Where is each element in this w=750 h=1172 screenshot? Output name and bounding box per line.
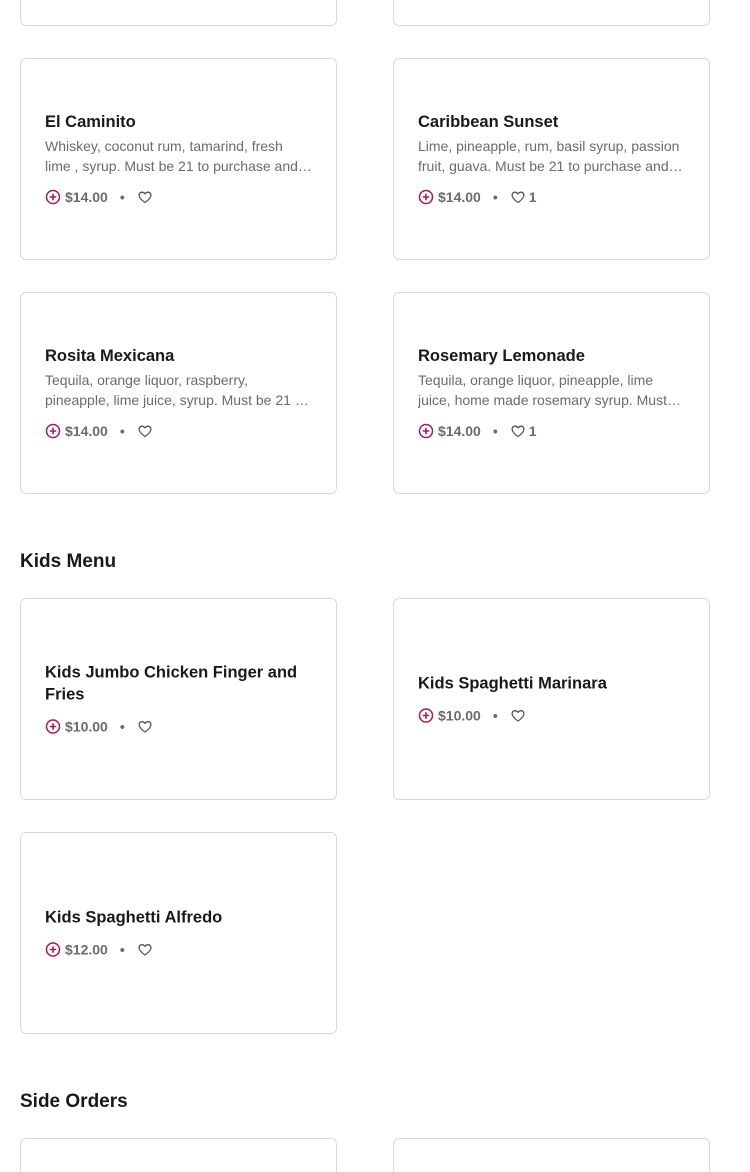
heart-icon[interactable] — [137, 423, 153, 439]
item-price: $14.00 — [438, 189, 481, 205]
item-name: Rosita Mexicana — [45, 347, 175, 365]
separator-dot: • — [492, 423, 498, 439]
menu-item-card[interactable] — [20, 292, 337, 494]
item-price: $14.00 — [65, 423, 108, 439]
item-description: Lime, pineapple, rum, basil syrup, passion fruit, guava. Must be 21 to purchase and — [418, 138, 680, 174]
menu-item-card[interactable] — [20, 832, 337, 1034]
separator-dot: • — [492, 707, 498, 724]
like-count: 1 — [528, 423, 537, 439]
menu-item-card[interactable] — [393, 292, 710, 494]
item-meta — [418, 421, 685, 441]
plus-circle-icon[interactable] — [418, 708, 434, 724]
item-name: Kids Jumbo Chicken Finger and Fries — [45, 663, 298, 704]
item-price: $14.00 — [65, 189, 108, 205]
heart-icon[interactable] — [137, 942, 153, 958]
separator-dot: • — [119, 423, 125, 439]
item-name: Rosemary Lemonade — [418, 347, 585, 365]
item-meta — [418, 187, 685, 207]
item-price: $10.00 — [65, 718, 108, 735]
separator-dot: • — [119, 189, 125, 205]
plus-circle-icon[interactable] — [418, 423, 434, 439]
plus-circle-icon[interactable] — [45, 942, 61, 958]
item-description: Tequila, orange liquor, raspberry, pineapple, lime juice, syrup. Must be 21 to — [45, 372, 307, 408]
item-name: Kids Spaghetti Marinara — [418, 674, 607, 693]
menu-item-card[interactable] — [393, 1138, 710, 1172]
item-description: Tequila, orange liquor, pineapple, lime juice, home made rosemary syrup. Must — [418, 372, 667, 408]
menu-item-card[interactable] — [20, 598, 337, 800]
section-title-side-orders: Side Orders — [20, 1091, 128, 1112]
item-meta — [45, 940, 312, 960]
menu-item-card[interactable] — [20, 1138, 337, 1172]
separator-dot: • — [492, 189, 498, 205]
item-name: Caribbean Sunset — [418, 113, 559, 131]
separator-dot: • — [119, 718, 125, 735]
section-title-kids-menu: Kids Menu — [20, 551, 117, 572]
heart-icon[interactable] — [137, 719, 153, 735]
like-count: 1 — [528, 189, 537, 205]
menu-item-card[interactable] — [20, 58, 337, 260]
menu-item-card[interactable] — [393, 598, 710, 800]
menu-item-card[interactable] — [393, 0, 710, 26]
menu-item-card[interactable] — [20, 0, 337, 26]
separator-dot: • — [119, 941, 125, 958]
heart-icon[interactable] — [510, 423, 526, 439]
plus-circle-icon[interactable] — [45, 719, 61, 735]
heart-icon[interactable] — [510, 189, 526, 205]
plus-circle-icon[interactable] — [45, 189, 61, 205]
item-meta — [45, 717, 312, 737]
item-meta — [45, 421, 312, 441]
plus-circle-icon[interactable] — [45, 423, 61, 439]
item-price: $14.00 — [438, 423, 481, 439]
heart-icon[interactable] — [137, 189, 153, 205]
item-price: $12.00 — [65, 941, 108, 958]
plus-circle-icon[interactable] — [418, 189, 434, 205]
item-meta — [418, 706, 685, 726]
heart-icon[interactable] — [510, 708, 526, 724]
item-name: Kids Spaghetti Alfredo — [45, 908, 223, 927]
item-meta — [45, 187, 312, 207]
item-name: El Caminito — [45, 113, 136, 131]
menu-item-card[interactable] — [393, 58, 710, 260]
item-description: Whiskey, coconut rum, tamarind, fresh lime , syrup. Must be 21 to purchase and — [45, 138, 298, 174]
item-price: $10.00 — [438, 707, 481, 724]
